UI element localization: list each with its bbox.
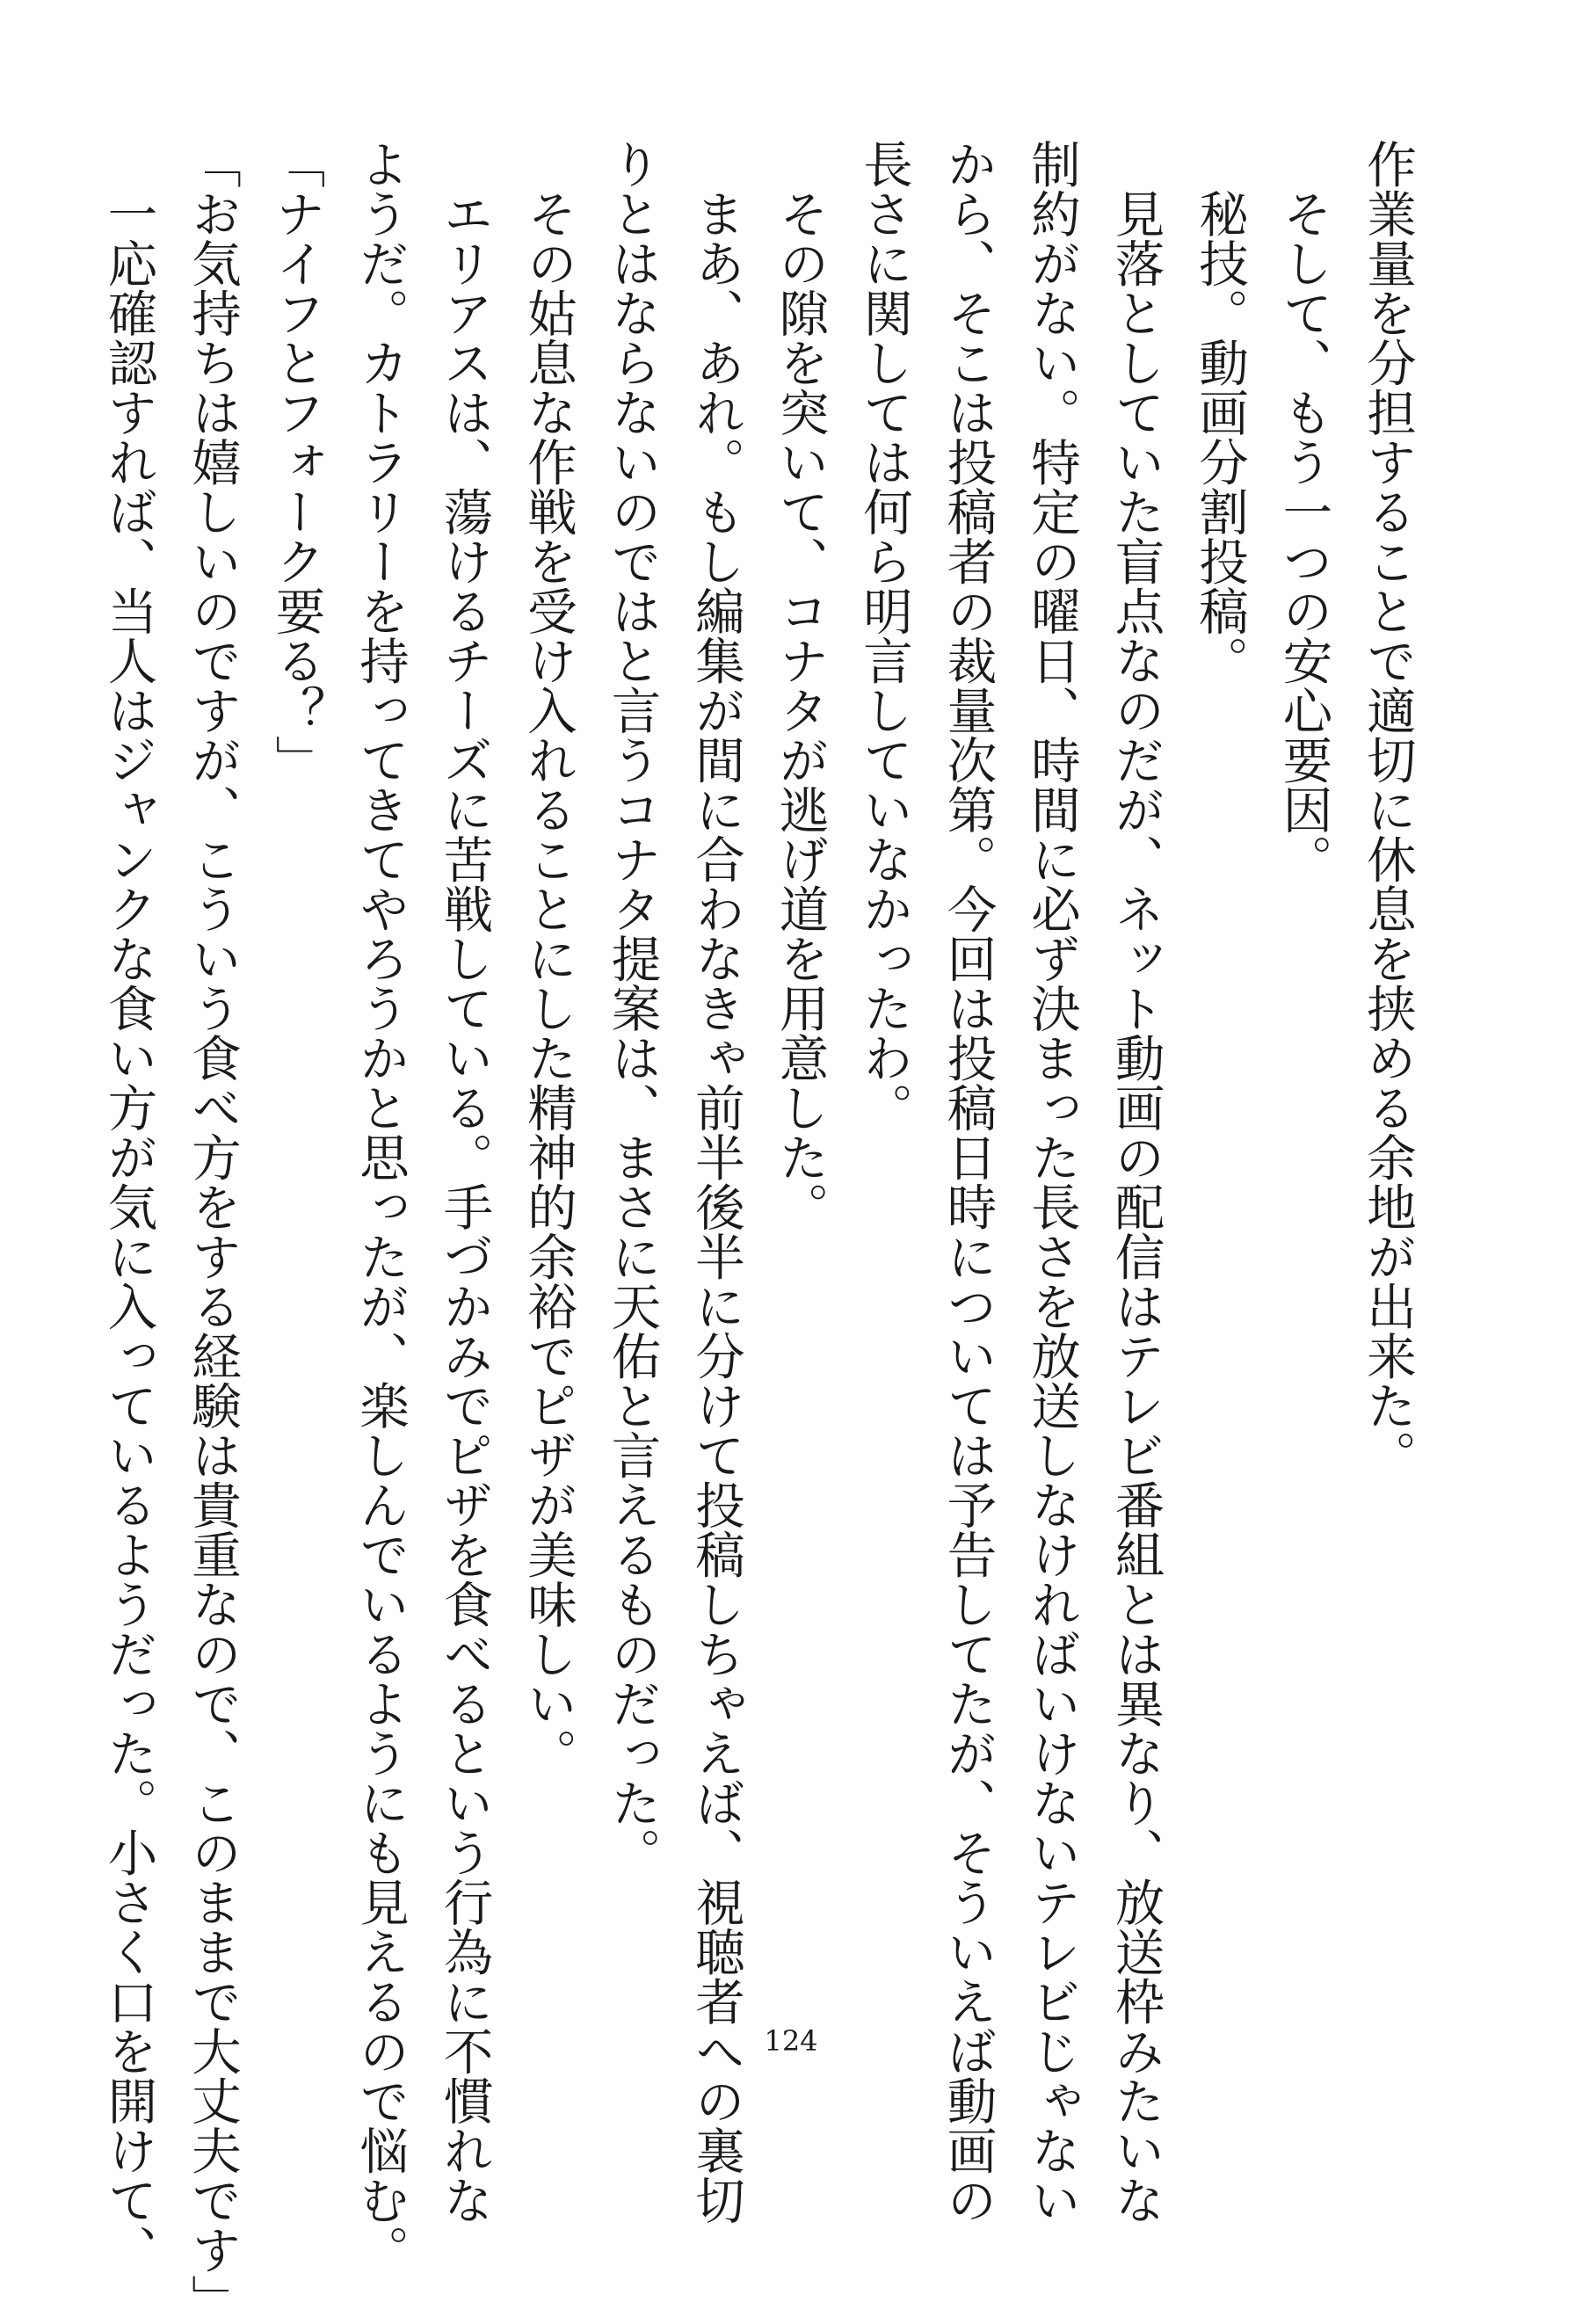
text-line: りとはならないのではと言うコナタ提案は、まさに天佑と言えるものだった。: [603, 139, 661, 1877]
text-line: 長さに関しては何ら明言していなかったわ。: [855, 139, 912, 1132]
text-line: 「ナイフとフォーク要る？」: [267, 139, 325, 785]
text-line: 見落としていた盲点なのだが、ネット動画の配信はテレビ番組とは異なり、放送枠みたいな: [1107, 139, 1165, 2225]
text-line: ようだ。カトラリーを持ってきてやろうかと思ったが、楽しんでいるようにも見えるので悩む。: [352, 139, 409, 2275]
text-line: から、そこは投稿者の裁量次第。今回は投稿日時については予告してたが、そういえば動画の: [939, 139, 997, 2225]
text-line: 秘技。動画分割投稿。: [1191, 139, 1248, 686]
page-number: 124: [764, 2024, 818, 2058]
text-line: 制約がない。特定の曜日、時間に必ず決まった長さを放送しなければいけないテレビじゃない: [1023, 139, 1080, 2225]
text-line: まあ、あれ。もし編集が間に合わなきゃ前半後半に分けて投稿しちゃえば、視聴者への裏切: [687, 139, 744, 2225]
text-line: その姑息な作戦を受け入れることにした精神的余裕でピザが美味しい。: [519, 139, 577, 1778]
text-line: そして、もう一つの安心要因。: [1274, 139, 1332, 884]
text-line: 作業量を分担することで適切に休息を挟める余地が出来た。: [1359, 139, 1416, 1480]
text-line: その隙を突いて、コナタが逃げ道を用意した。: [771, 139, 829, 1231]
text-line: 「お気持ちは嬉しいのですが、こういう食べ方をする経験は貴重なので、このままで大丈夫です」: [184, 139, 241, 2324]
text-line: エリアスは、蕩けるチーズに苦戦している。手づかみでピザを食べるという行為に不慣れな: [435, 139, 493, 2225]
text-line: 一応確認すれば、当人はジャンクな食い方が気に入っているようだった。小さく口を開けて、: [99, 139, 157, 2275]
